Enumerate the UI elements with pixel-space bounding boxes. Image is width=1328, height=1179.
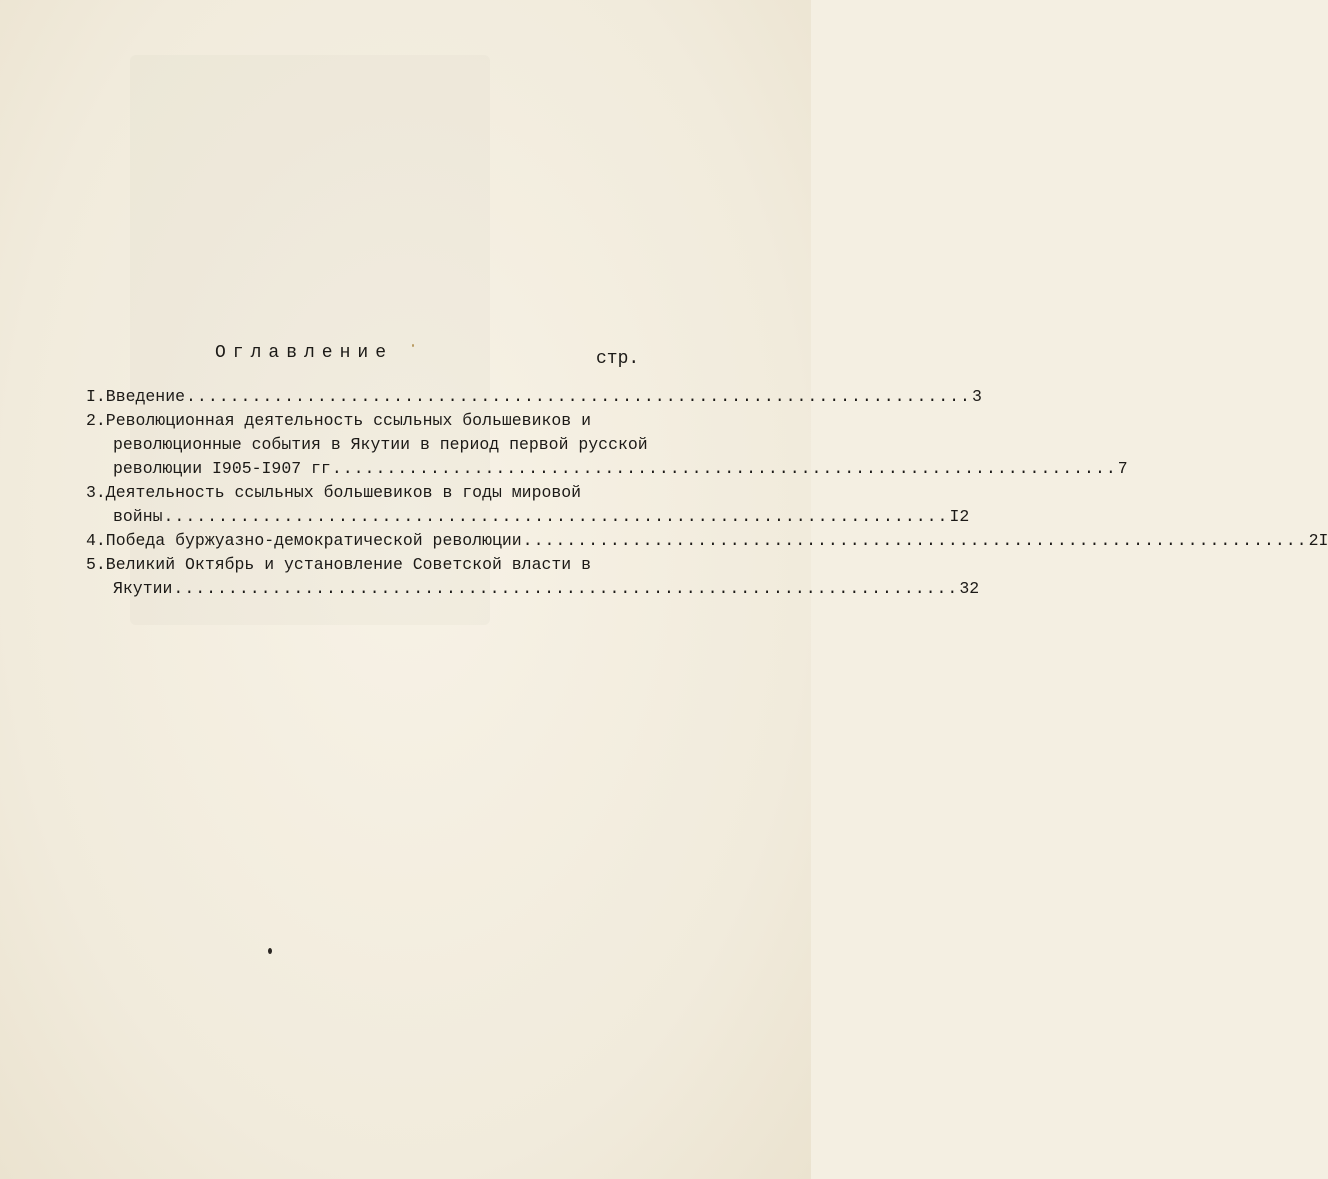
toc-entry-page: I2 <box>949 507 970 526</box>
toc-heading: Оглавление <box>215 343 394 363</box>
toc-entry <box>86 409 1128 481</box>
leader-dots: ........................................................................ <box>163 507 949 526</box>
toc-entry-title: 4.Победа буржуазно-демократической революции <box>86 531 522 550</box>
toc-entry-title-cont: войны <box>113 507 163 526</box>
ink-speck <box>412 344 414 347</box>
toc-entry <box>86 385 982 409</box>
toc-entry-title: 2.Революционная деятельность ссыльных большевиков и <box>86 411 591 430</box>
toc-entry-title: I.Введение <box>86 387 186 406</box>
toc-entry-title: 5.Великий Октябрь и установление Советской власти в <box>86 555 591 574</box>
leader-dots: ........................................................................ <box>522 531 1308 550</box>
page-column-label: стр. <box>596 349 640 369</box>
toc-entry-title: 3.Деятельность ссыльных большевиков в годы мировой <box>86 483 582 502</box>
toc-entry-page: 32 <box>959 579 980 598</box>
toc-entry-page: 7 <box>1117 459 1128 478</box>
leader-dots: ........................................................................ <box>331 459 1117 478</box>
table-of-contents <box>86 385 1328 601</box>
toc-entry-title-cont: революционные события в Якутии в период первой русской <box>113 435 648 454</box>
toc-entry <box>86 481 970 529</box>
ink-speck <box>268 948 272 954</box>
toc-entry <box>86 553 980 601</box>
toc-entry <box>86 529 1328 553</box>
toc-entry-page: 3 <box>971 387 982 406</box>
toc-entry-page: 2I <box>1308 531 1328 550</box>
toc-entry-title-cont: Якутии <box>113 579 173 598</box>
toc-entry-title-cont: революции I905-I907 гг <box>113 459 331 478</box>
leader-dots: ........................................................................ <box>173 579 959 598</box>
leader-dots: ........................................................................ <box>186 387 971 406</box>
